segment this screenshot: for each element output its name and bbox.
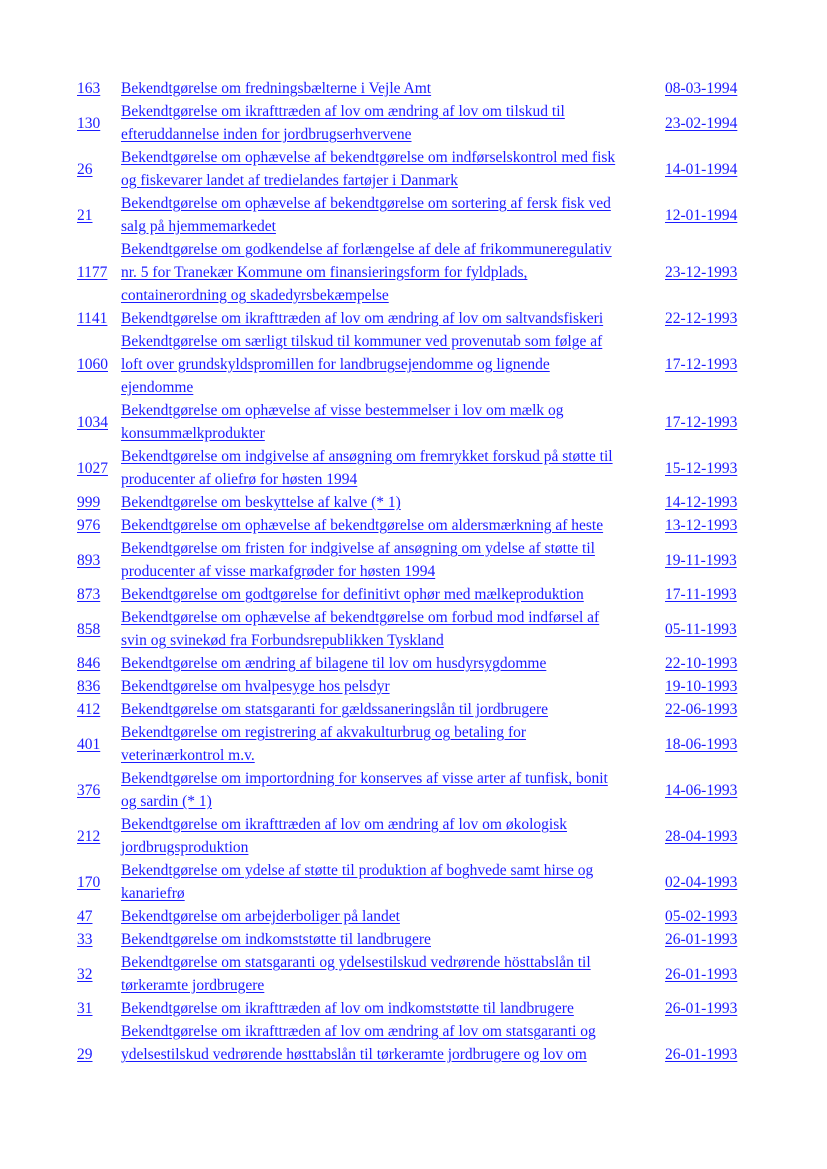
title-cell [121,445,665,491]
law-number-link[interactable]: 873 [77,586,101,603]
law-number-link[interactable]: 130 [77,114,101,132]
title-line: Bekendtgørelse om statsgaranti for gældssaneringslån til jordbrugere [121,701,549,718]
law-number-link[interactable]: 33 [77,931,93,948]
title-line: Bekendtgørelse om hvalpesyge hos pelsdyr [121,678,390,695]
title-line: Bekendtgørelse om ikrafttræden af lov om ændring af lov om statsgaranti og [121,1023,596,1040]
title-line: Bekendtgørelse om ikrafttræden af lov om ændring af lov om saltvandsfiskeri [121,310,604,327]
date-cell [665,399,749,445]
number-cell [77,859,121,905]
date-cell [665,491,749,514]
title-cell [121,238,665,307]
date-link[interactable]: 26-01-1993 [665,1046,738,1063]
law-number-link[interactable]: 32 [77,965,93,983]
title-cell [121,675,665,698]
title-line: producenter af oliefrø for høsten 1994 [121,471,358,488]
table-row [77,445,749,491]
date-cell [665,951,749,997]
table-row [77,951,749,997]
table-row [77,238,749,307]
title-line: containerordning og skadedyrsbekæmpelse [121,287,389,304]
title-cell [121,721,665,767]
table-row [77,583,749,606]
law-number-link[interactable]: 412 [77,701,101,718]
date-link[interactable]: 18-06-1993 [665,735,738,753]
title-cell [121,537,665,583]
title-line: Bekendtgørelse om ophævelse af bekendtgørelse om forbud mod indførsel af [121,609,600,626]
law-title-link[interactable] [121,540,595,580]
title-line: Bekendtgørelse om ophævelse af bekendtgørelse om aldersmærkning af heste [121,517,604,534]
law-number-link[interactable]: 401 [77,735,101,753]
title-cell [121,1020,665,1066]
table-row [77,146,749,192]
date-link[interactable]: 19-10-1993 [665,678,738,695]
table-row [77,537,749,583]
title-line: ejendomme [121,379,194,396]
law-number-link[interactable]: 376 [77,781,101,799]
law-title-link[interactable] [121,701,548,718]
law-number-link[interactable]: 1027 [77,459,108,477]
date-cell [665,698,749,721]
table-row [77,1020,749,1066]
date-cell [665,514,749,537]
law-title-link[interactable] [121,448,613,488]
title-cell [121,330,665,399]
title-line: svin og svinekød fra Forbundsrepublikken Tyskland [121,632,444,649]
number-cell [77,652,121,675]
law-number-link[interactable]: 1060 [77,356,108,373]
title-line: Bekendtgørelse om ikrafttræden af lov om ændring af lov om økologisk [121,816,567,833]
title-cell [121,399,665,445]
law-title-link[interactable] [121,954,591,994]
title-cell [121,997,665,1020]
date-cell [665,813,749,859]
title-line: Bekendtgørelse om indkomststøtte til landbrugere [121,931,431,948]
law-number-link[interactable]: 1034 [77,413,108,431]
date-cell [665,537,749,583]
law-number-link[interactable]: 1177 [77,264,108,281]
law-title-link[interactable] [121,655,546,672]
date-cell [665,1020,749,1066]
law-title-link[interactable] [121,1023,596,1063]
date-link[interactable]: 26-01-1993 [665,965,738,983]
date-cell [665,445,749,491]
title-line: konsummælkprodukter [121,425,265,442]
date-cell [665,238,749,307]
number-cell [77,77,121,100]
table-row [77,721,749,767]
law-number-link[interactable]: 21 [77,206,93,224]
date-link[interactable]: 19-11-1993 [665,551,737,569]
title-cell [121,813,665,859]
date-cell [665,859,749,905]
title-line: producenter af visse markafgrøder for høsten 1994 [121,563,436,580]
title-line: Bekendtgørelse om beskyttelse af kalve (* 1) [121,494,401,511]
law-title-link[interactable] [121,678,390,695]
title-line: kanariefrø [121,885,185,902]
law-title-link[interactable] [121,609,599,649]
title-line: Bekendtgørelse om ophævelse af bekendtgørelse om sortering af fersk fisk ved [121,195,611,212]
date-link[interactable]: 17-12-1993 [665,356,738,373]
date-cell [665,721,749,767]
number-cell [77,698,121,721]
title-cell [121,767,665,813]
title-line: loft over grundskyldspromillen for landbrugsejendomme og lignende [121,356,550,373]
law-title-link[interactable] [121,103,565,143]
title-cell [121,77,665,100]
title-line: Bekendtgørelse om indgivelse af ansøgning om fremrykket forskud på støtte til [121,448,613,465]
law-title-link[interactable] [121,80,431,97]
title-line: og sardin (* 1) [121,793,212,810]
law-number-link[interactable]: 47 [77,908,93,925]
date-link[interactable]: 23-12-1993 [665,264,738,281]
table-row [77,330,749,399]
table-row [77,491,749,514]
date-link[interactable]: 14-01-1994 [665,160,738,178]
date-cell [665,928,749,951]
number-cell [77,813,121,859]
date-cell [665,100,749,146]
date-link[interactable]: 13-12-1993 [665,517,738,534]
law-title-link[interactable] [121,241,612,304]
law-title-link[interactable] [121,333,602,396]
law-title-link[interactable] [121,931,431,948]
table-row [77,652,749,675]
title-line: jordbrugsproduktion [121,839,249,856]
number-cell [77,399,121,445]
law-number-link[interactable]: 29 [77,1046,93,1063]
date-cell [665,652,749,675]
date-link[interactable]: 05-11-1993 [665,620,737,638]
number-cell [77,905,121,928]
date-cell [665,675,749,698]
law-number-link[interactable]: 836 [77,678,101,695]
table-row [77,928,749,951]
title-line: Bekendtgørelse om ophævelse af bekendtgørelse om indførselskontrol med fisk [121,149,616,166]
law-title-link[interactable] [121,724,526,764]
table-row [77,698,749,721]
title-line: Bekendtgørelse om statsgaranti og ydelsestilskud vedrørende hösttabslån til [121,954,591,971]
date-link[interactable]: 23-02-1994 [665,114,738,132]
date-link[interactable]: 14-06-1993 [665,781,738,799]
title-line: veterinærkontrol m.v. [121,747,255,764]
law-title-link[interactable] [121,402,564,442]
number-cell [77,100,121,146]
number-cell [77,192,121,238]
number-cell [77,951,121,997]
law-number-link[interactable]: 1141 [77,310,108,327]
title-cell [121,951,665,997]
date-link[interactable]: 05-02-1993 [665,908,738,925]
title-cell [121,905,665,928]
date-cell [665,767,749,813]
date-link[interactable]: 02-04-1993 [665,873,738,891]
document-table [77,77,749,1066]
number-cell [77,307,121,330]
law-title-link[interactable] [121,310,603,327]
title-line: Bekendtgørelse om fristen for indgivelse af ansøgning om ydelse af støtte til [121,540,595,557]
law-number-link[interactable]: 163 [77,80,101,97]
title-cell [121,928,665,951]
title-cell [121,192,665,238]
date-cell [665,606,749,652]
title-line: nr. 5 for Tranekær Kommune om finansieringsform for fyldplads, [121,264,528,281]
date-link[interactable]: 26-01-1993 [665,1000,738,1017]
number-cell [77,997,121,1020]
law-title-link[interactable] [121,195,611,235]
law-number-link[interactable]: 976 [77,517,101,534]
date-link[interactable]: 14-12-1993 [665,494,738,511]
law-title-link[interactable] [121,816,567,856]
law-number-link[interactable]: 212 [77,827,101,845]
law-number-link[interactable]: 893 [77,551,101,569]
table-row [77,813,749,859]
title-line: Bekendtgørelse om importordning for konserves af visse arter af tunfisk, bonit [121,770,608,787]
title-cell [121,606,665,652]
date-link[interactable]: 17-11-1993 [665,586,737,603]
number-cell [77,1020,121,1066]
title-cell [121,514,665,537]
title-line: Bekendtgørelse om arbejderboliger på landet [121,908,400,925]
law-title-link[interactable] [121,494,401,511]
law-title-link[interactable] [121,149,615,189]
date-link[interactable]: 12-01-1994 [665,206,738,224]
title-line: salg på hjemmemarkedet [121,218,276,235]
law-title-link[interactable] [121,1000,574,1017]
date-link[interactable]: 08-03-1994 [665,80,738,97]
number-cell [77,514,121,537]
title-line: Bekendtgørelse om ydelse af støtte til produktion af boghvede samt hirse og [121,862,594,879]
table-row [77,307,749,330]
table-row [77,514,749,537]
title-line: ydelsestilskud vedrørende høsttabslån til tørkeramte jordbrugere og lov om [121,1046,587,1063]
law-title-link[interactable] [121,862,593,902]
title-line: Bekendtgørelse om godkendelse af forlængelse af dele af frikommuneregulativ [121,241,612,258]
title-cell [121,859,665,905]
date-cell [665,307,749,330]
number-cell [77,606,121,652]
date-cell [665,77,749,100]
table-row [77,77,749,100]
title-line: Bekendtgørelse om særligt tilskud til kommuner ved provenutab som følge af [121,333,603,350]
title-line: efteruddannelse inden for jordbrugserhvervene [121,126,412,143]
date-cell [665,192,749,238]
date-link[interactable]: 22-10-1993 [665,655,738,672]
law-title-link[interactable] [121,908,400,925]
number-cell [77,675,121,698]
table-row [77,100,749,146]
date-link[interactable]: 15-12-1993 [665,459,738,477]
table-row [77,997,749,1020]
table-row [77,399,749,445]
title-line: Bekendtgørelse om fredningsbælterne i Vejle Amt [121,80,432,97]
title-line: Bekendtgørelse om ophævelse af visse bestemmelser i lov om mælk og [121,402,564,419]
number-cell [77,445,121,491]
date-link[interactable]: 28-04-1993 [665,827,738,845]
title-line: Bekendtgørelse om godtgørelse for definitivt ophør med mælkeproduktion [121,586,584,603]
title-cell [121,698,665,721]
table-row [77,767,749,813]
number-cell [77,491,121,514]
number-cell [77,583,121,606]
title-line: Bekendtgørelse om ikrafttræden af lov om ændring af lov om tilskud til [121,103,565,120]
date-link[interactable]: 22-12-1993 [665,310,738,327]
title-cell [121,100,665,146]
title-line: tørkeramte jordbrugere [121,977,265,994]
number-cell [77,330,121,399]
law-title-link[interactable] [121,517,603,534]
title-line: Bekendtgørelse om ikrafttræden af lov om indkomststøtte til landbrugere [121,1000,574,1017]
law-number-link[interactable]: 999 [77,494,101,511]
date-cell [665,905,749,928]
law-number-link[interactable]: 26 [77,160,93,178]
date-cell [665,583,749,606]
table-row [77,675,749,698]
number-cell [77,537,121,583]
table-row [77,192,749,238]
number-cell [77,928,121,951]
title-cell [121,652,665,675]
number-cell [77,238,121,307]
title-line: Bekendtgørelse om registrering af akvakulturbrug og betaling for [121,724,527,741]
table-row [77,905,749,928]
date-link[interactable]: 26-01-1993 [665,931,738,948]
date-cell [665,997,749,1020]
table-row [77,606,749,652]
date-link[interactable]: 22-06-1993 [665,701,738,718]
number-cell [77,146,121,192]
title-cell [121,491,665,514]
number-cell [77,721,121,767]
law-number-link[interactable]: 846 [77,655,101,672]
law-title-link[interactable] [121,770,608,810]
law-number-link[interactable]: 858 [77,620,101,638]
law-title-link[interactable] [121,586,584,603]
law-number-link[interactable]: 170 [77,873,101,891]
date-cell [665,146,749,192]
date-link[interactable]: 17-12-1993 [665,413,738,431]
law-number-link[interactable]: 31 [77,1000,93,1017]
date-cell [665,330,749,399]
title-line: og fiskevarer landet af tredielandes fartøjer i Danmark [121,172,458,189]
title-cell [121,583,665,606]
table-row [77,859,749,905]
title-cell [121,146,665,192]
number-cell [77,767,121,813]
title-line: Bekendtgørelse om ændring af bilagene til lov om husdyrsygdomme [121,655,547,672]
title-cell [121,307,665,330]
